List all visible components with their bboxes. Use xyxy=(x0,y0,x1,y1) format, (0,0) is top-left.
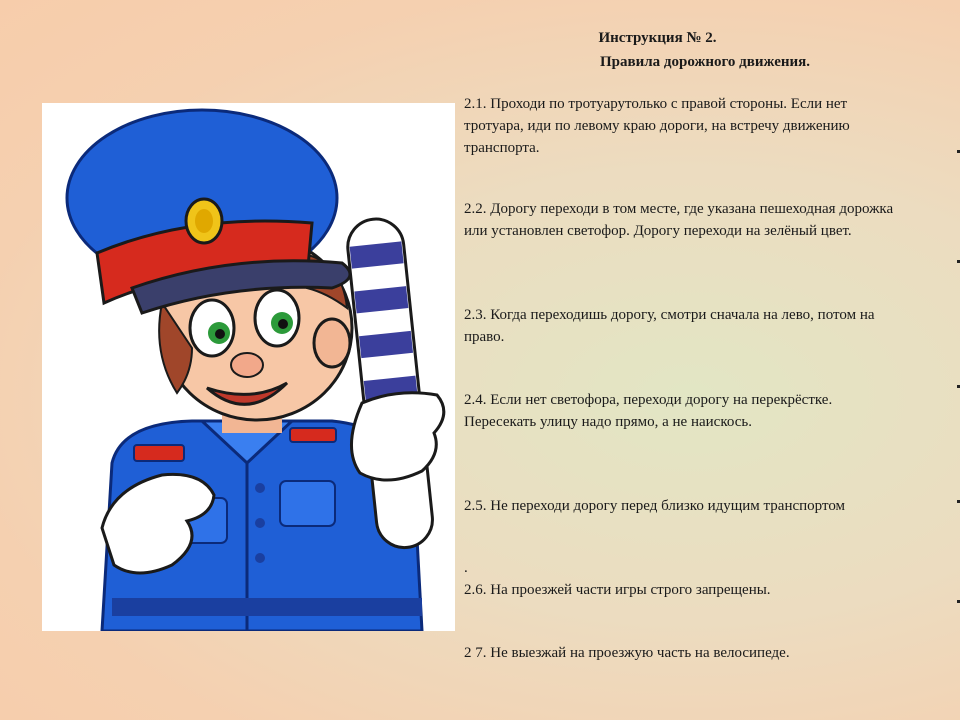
traffic-officer-illustration xyxy=(42,103,455,631)
rule-2-7: 2 7. Не выезжай на проезжую часть на велосипеде. xyxy=(464,645,790,661)
rule-2-1: 2.1. Проходи по тротуарутолько с правой стороны. Если нет тротуара, иди по левому краю дороги, на встречу движению транспорта. xyxy=(464,96,850,156)
rule-2-3: 2.3. Когда переходишь дорогу, смотри сначала на лево, потом на право. xyxy=(464,307,875,345)
rule-2-5: 2.5. Не переходи дорогу перед близко идущим транспортом xyxy=(464,498,846,514)
rule-separator-dot: . xyxy=(464,560,468,576)
rule-2-2: 2.2. Дорогу переходи в том месте, где указана пешеходная дорожка или установлен светофор. Дорогу переходи на зелёный цвет. xyxy=(464,201,894,239)
rule-2-4: 2.4. Если нет светофора, переходи дорогу на перекрёстке. Пересекать улицу надо прямо, а не наискось. xyxy=(464,392,833,430)
title-line-2: Правила дорожного движения. xyxy=(600,54,810,70)
title-line-1: Инструкция № 2. xyxy=(598,30,717,46)
slide-title xyxy=(470,26,940,74)
rule-2-6: 2.6. На проезжей части игры строго запрещены. xyxy=(464,582,771,598)
